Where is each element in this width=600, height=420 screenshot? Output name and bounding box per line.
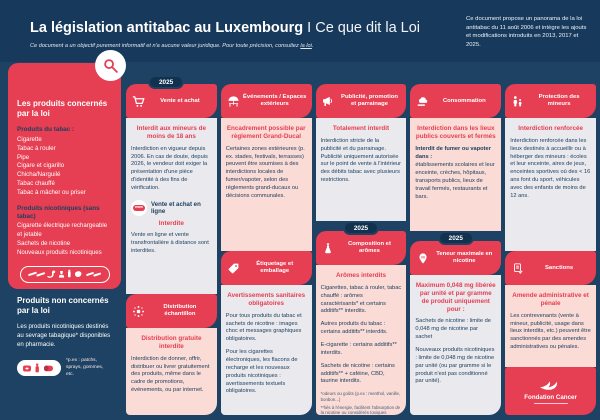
list-item: Sachets de nicotine [17,240,71,248]
page-title-bold: La législation antitabac au Luxembourg [30,20,304,36]
section-title: Encadrement possible par règlement Grand-Ducal [226,125,306,140]
column-header-vente [126,84,217,118]
section-text: Pour les cigarettes électroniques, les flacons de recharge et les nouveaux produits nicotiniques : avertissements textuels obligatoires. [225,349,298,395]
column-header-publicite [316,84,407,118]
group-heading-nicotine: Produits nicotiniques (sans tabac) [17,204,100,220]
title-divider: I [303,20,316,36]
column-header-label: Sanctions [545,264,574,271]
column-header-label: Vente et achat [160,97,200,104]
column-header-evenements [221,84,312,118]
column-header-label: Protection des mineurs [538,94,580,107]
not-concerned-text: Les produits nicotiniques destinés au sevrage tabagique* disponibles en pharmacie. [17,323,111,348]
list-item: Tabac à rouler [17,144,56,152]
section-encadrement [221,118,312,251]
logo-tagline-line [534,403,568,405]
column-protection-mineurs [505,84,596,415]
online-sale-text: Vente en ligne et vente transfrontalière à distance sont interdites. [131,231,209,254]
section-distribution-gratuite [126,328,217,415]
section-text: Sachets de nicotine : certains additifs** + caféine, CBD, taurine interdits. [320,362,395,385]
list-item: Tabac à mâcher ou priser [17,188,86,196]
column-evenements [221,84,312,415]
column-header-label: Publicité, promotion et parrainage [341,94,398,107]
online-sale-status: Interdite [158,219,184,227]
section-text: E-cigarette : certains additifs** interdits. [320,342,397,356]
sidebar-title: Les produits concernés par la loi [17,99,108,118]
column-header-composition [316,231,407,265]
section-amende [505,285,596,367]
column-header-etiquetage [221,251,312,285]
column-header-distribution [126,294,217,328]
megaphone-icon [319,95,338,108]
section-title: Interdiction renforcée [518,125,583,132]
list-item: Nouveaux produits nicotiniques [17,248,102,256]
logo-name: Fondation Cancer [524,393,577,401]
parasol-icon [224,95,243,108]
top-banner [0,0,600,62]
intro-note: Ce document propose un panorama de la loi antitabac du 11 août 2006 et intègre les ajouts et modifications introduits en 2013, 2017 et 2025. [466,16,587,48]
section-title: Distribution gratuite interdite [141,335,202,350]
list-item: Pipe [17,153,30,161]
section-text: Interdiction de donner, offrir, distribuer ou livrer gratuitement des produits, même dans le cadre de promotions, événements, ou par internet. [131,355,210,394]
law-columns [126,78,596,415]
section-lieux-publics [410,118,501,231]
smoke-cloud-icon [413,95,432,108]
section-interdiction-renforcee [505,118,596,251]
swallow-icon [538,378,564,392]
section-vente-mineurs [126,118,217,294]
flask-icon [319,242,338,255]
section-title: Totalement interdit [332,125,390,132]
section-title: Interdit aux mineurs de moins de 18 ans [136,125,207,140]
disclaimer-post: . [311,43,314,49]
section-aromes-interdits [316,265,407,415]
adult-child-icon [508,95,527,108]
section-text: Interdiction stricte de la publicité et du parrainage. Publicité uniquement autorisée sur le point de vente à l'intérieur des débits tabac avec plusieurs restrictions. [320,137,402,184]
page-title-light: Ce que dit la Loi [315,20,421,36]
distribution-icon [129,305,148,318]
footnote: *odeurs ou goûts (p.ex : menthol, vanille, bonbon...) [320,391,401,403]
group-heading-tabac: Produits du tabac : [17,126,75,133]
column-header-protection [505,84,596,118]
column-consommation [410,84,501,415]
column-publicite [316,84,407,415]
section-title: Avertissements sanitaires obligatoires [227,292,306,307]
list-item: Cigare et cigarillo [17,162,65,170]
section-teneur-nicotine [410,275,501,415]
disclaimer-text [30,43,313,49]
section-lead: Interdit de fumer ou vapoter dans : [415,145,491,160]
section-text: Sachets de nicotine : limite de 0,048 mg de nicotine par sachet [415,318,491,341]
section-text: Nouveaux produits nicotiniques : limite de 0,048 mg de nicotine par unité (ou par gramme si le produit n'est pas conditionné par unité). [415,347,495,385]
section-text: Pour tous produits du tabac et sachets de nicotine : images choc et messages graphiques obligatoires. [225,312,302,343]
online-sale-title: Vente et achat en ligne [151,200,201,215]
page-title [30,20,420,36]
list-item: Chicha/Narguilé [17,171,61,179]
column-header-consommation [410,84,501,118]
section-text: Cigarettes, tabac à rouler, tabac chauffé : arômes caractérisants* et certains additifs** interdits. [320,284,402,315]
section-text: Certaines zones extérieures (p. ex. stades, festivals, terrasses) peuvent être soumises à des interdictions locales de fumer/vapoter, selon des règlements grand-ducaux ou décisions communales. [225,145,305,199]
list-item: Cigarette [17,135,42,143]
search-icon [95,50,126,81]
fondation-cancer-logo [505,367,596,415]
section-title: Interdiction dans les lieux publics couverts et fermés [415,125,496,140]
list-item: Tabac chauffé [17,180,55,187]
disclaimer-pre: Ce document a un objectif purement informatif et n'a aucune valeur juridique. Pour toute précision, consultez [30,43,301,49]
column-header-label: Événements / Espaces extérieurs [242,94,307,107]
online-sale-icon [131,200,147,216]
not-concerned-footnote: *p.ex : patchs, sprays, gommes, etc. [66,358,104,377]
column-header-label: Distribution échantillon [163,304,197,317]
section-text: Interdiction en vigueur depuis 2006. En cas de doute, depuis 2026, le vendeur doit exiger la présentation d'une pièce d'identité à des fins de vérification. [131,145,208,192]
section-text: Les contrevenants (vente à mineur, publicité, usage dans lieux interdits, etc.) peuvent être sanctionnés par des amendes administratives ou pénales. [510,312,591,351]
sidebar-products-not-concerned [8,296,121,378]
column-header-label: Composition et arômes [348,241,391,254]
section-avertissements [221,285,312,415]
not-concerned-title: Produits non concernés par la loi [17,296,109,315]
section-totalement-interdit [316,118,407,221]
cessation-product-icons [17,360,61,376]
tobacco-product-icons [20,266,110,283]
svg-text:Ni: Ni [421,254,425,259]
section-text: Interdiction renforcée dans les lieux destinés à accueillir ou à héberger des mineurs : écoles et leur enceinte, aires de jeux, enceintes sportives où des < 16 ans font du sport, véhicules avec des enfants de moins de 12 ans. [510,137,591,199]
tag-icon [224,262,243,275]
section-title: Maximum 0,048 mg libérée par unité et par gramme de produit uniquement pour : [415,282,496,313]
column-header-sanctions [505,251,596,285]
column-header-teneur [410,241,501,275]
section-text: établissements scolaires et leur enceinte, crèches, hôpitaux, transports publics, lieux de travail fermés, restaurants et bars. [415,162,495,200]
column-header-label: Teneur maximale en nicotine [436,251,493,264]
badge-2025: 2025 [148,75,184,89]
list-item: Cigarette électrique rechargeable et jetable [17,222,108,239]
section-title: Arômes interdits [335,272,387,279]
badge-2025: 2025 [438,231,474,245]
law-link[interactable]: la loi [300,43,312,49]
sidebar-products-concerned [8,63,121,289]
footnote: **liés à l'énergie, facilitent l'absorption de la nicotine ou considérés toxiques [320,404,401,415]
badge-2025: 2025 [343,221,379,235]
column-header-label: Consommation [442,97,486,104]
cart-icon [129,95,148,108]
section-title: Amende administrative et pénale [512,292,589,307]
sanctions-document-icon [508,262,527,275]
column-vente-et-achat [126,78,217,415]
nicotine-pin-icon [413,252,432,265]
column-header-label: Étiquetage et emballage [256,261,294,274]
section-text: Autres produits du tabac : certains additifs** interdits. [320,321,388,336]
www-label: www [133,205,146,211]
